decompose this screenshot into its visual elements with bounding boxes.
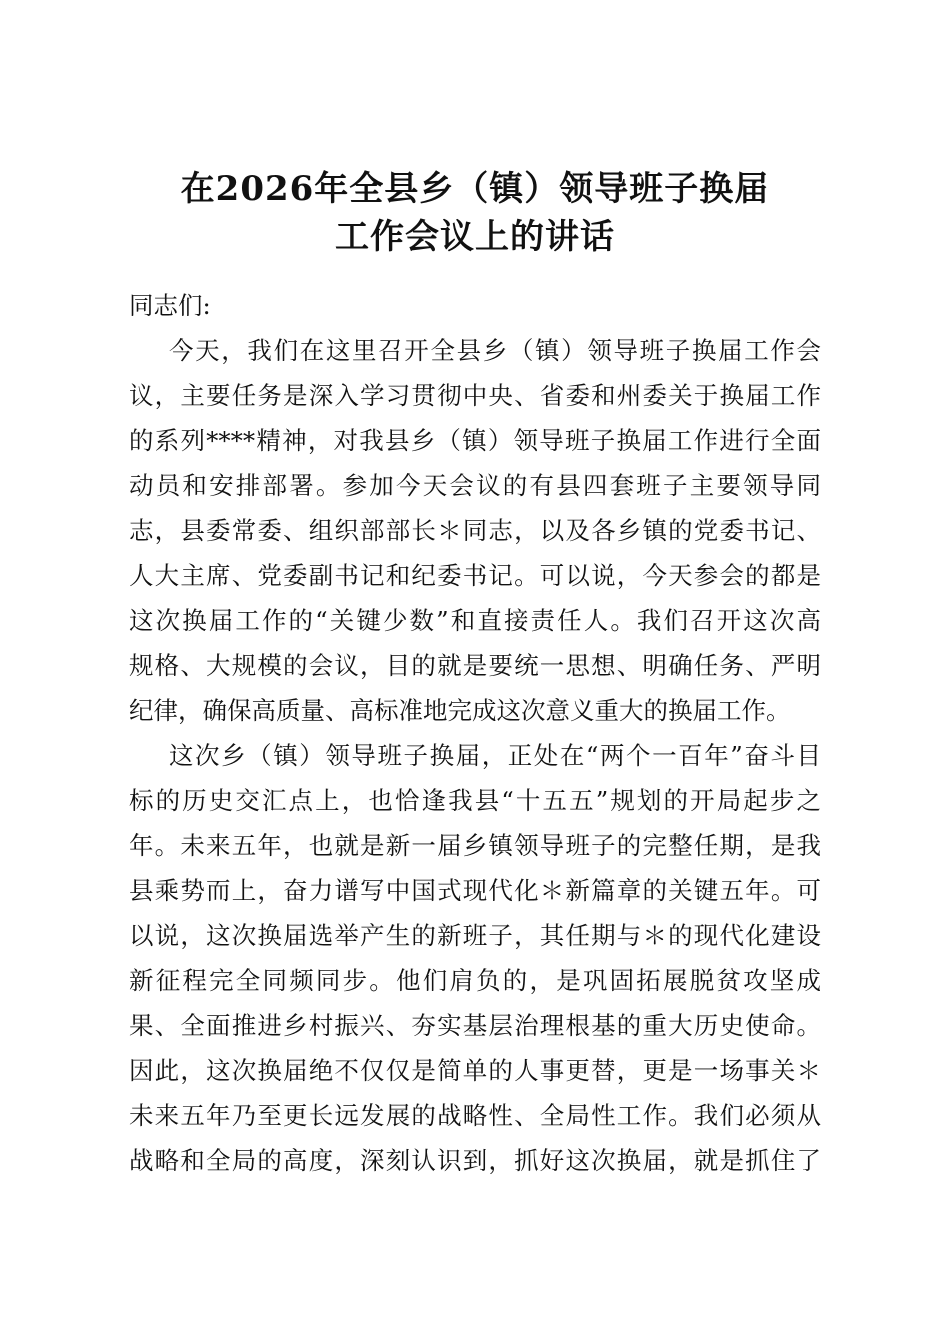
paragraph-line: 标的历史交汇点上，也恰逢我县“十五五”规划的开局起步之 [129,786,821,815]
paragraph-line: 动员和安排部署。参加今天会议的有县四套班子主要领导同 [129,471,821,500]
paragraph-line: 战略和全局的高度，深刻认识到，抓好这次换届，就是抓住了 [129,1146,821,1175]
title-line-1: 在2026年全县乡（镇）领导班子换届 [180,169,770,209]
paragraph-line: 这次乡（镇）领导班子换届，正处在“两个一百年”奋斗目 [169,741,821,770]
salutation: 同志们: [129,291,211,320]
paragraph-line: 县乘势而上，奋力谱写中国式现代化＊新篇章的关键五年。可 [129,876,821,905]
paragraph-line: 人大主席、党委副书记和纪委书记。可以说，今天参会的都是 [129,561,821,590]
document-title [0,165,950,261]
paragraph-line: 纪律，确保高质量、高标准地完成这次意义重大的换届工作。 [129,696,791,725]
document-body [129,283,821,1183]
paragraph-line: 今天，我们在这里召开全县乡（镇）领导班子换届工作会 [169,336,821,365]
paragraph-line: 新征程完全同频同步。他们肩负的，是巩固拓展脱贫攻坚成 [129,966,821,995]
paragraph-line: 规格、大规模的会议，目的就是要统一思想、明确任务、严明 [129,651,821,680]
paragraph-line: 年。未来五年，也就是新一届乡镇领导班子的完整任期，是我 [129,831,821,860]
paragraph-line: 果、全面推进乡村振兴、夯实基层治理根基的重大历史使命。 [129,1011,821,1040]
paragraph-line: 因此，这次换届绝不仅仅是简单的人事更替，更是一场事关＊ [129,1056,821,1085]
paragraph-line: 志，县委常委、组织部部长＊同志，以及各乡镇的党委书记、 [129,516,821,545]
paragraph-line: 这次换届工作的“关键少数”和直接责任人。我们召开这次高 [129,606,821,635]
title-line-2: 工作会议上的讲话 [335,217,615,257]
paragraph-line: 议，主要任务是深入学习贯彻中央、省委和州委关于换届工作 [129,381,821,410]
paragraph-line: 以说，这次换届选举产生的新班子，其任期与＊的现代化建设 [129,921,821,950]
paragraph-1 [129,328,821,733]
paragraph-2 [129,733,821,1183]
paragraph-line: 的系列****精神，对我县乡（镇）领导班子换届工作进行全面 [129,426,821,455]
paragraph-line: 未来五年乃至更长远发展的战略性、全局性工作。我们必须从 [129,1101,821,1130]
